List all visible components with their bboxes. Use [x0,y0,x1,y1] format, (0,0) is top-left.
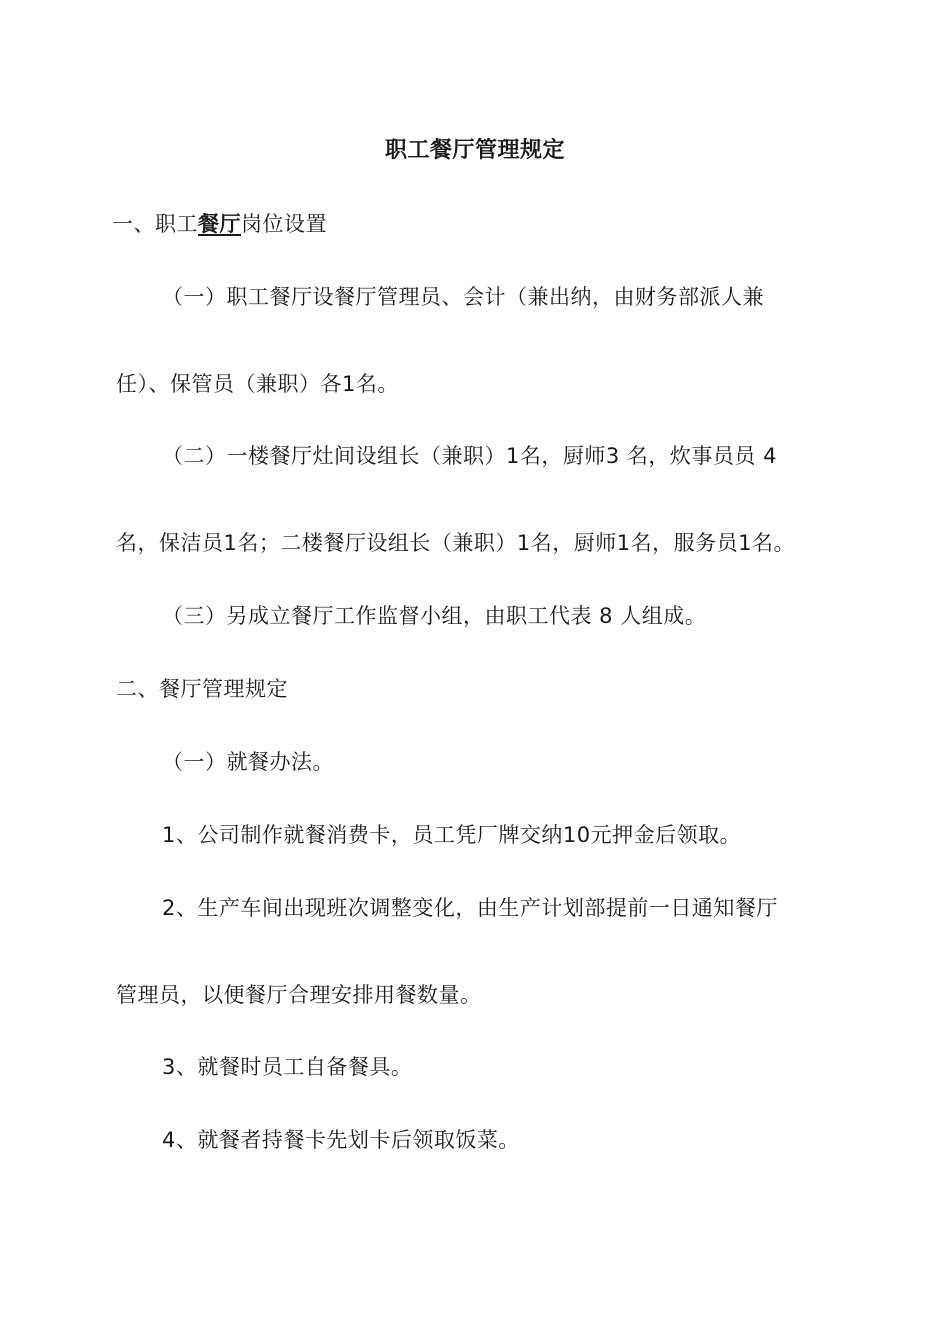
section2-rule2-line2: 管理员，以便餐厅合理安排用餐数量。 [116,983,482,1007]
section2-heading: 二、餐厅管理规定 [116,677,288,701]
section1-item2-line1: （二）一楼餐厅灶间设组长（兼职）1名，厨师3 名，炊事员员 4 [162,444,777,468]
section2-subheading1: （一）就餐办法。 [162,750,334,774]
section1-item2-line2: 名，保洁员1名；二楼餐厅设组长（兼职）1名，厨师1名，服务员1名。 [116,531,795,555]
section1-heading-pre: 一、职工 [112,212,198,236]
section2-rule3: 3、就餐时员工自备餐具。 [162,1055,413,1079]
section2-rule2-line1: 2、生产车间出现班次调整变化，由生产计划部提前一日通知餐厅 [162,896,778,920]
section1-heading-post: 岗位设置 [241,212,327,236]
section1-item1-line2: 任）、保管员（兼职）各1名。 [116,372,399,396]
section2-rule4: 4、就餐者持餐卡先划卡后领取饭菜。 [162,1128,520,1152]
section2-rule1: 1、公司制作就餐消费卡，员工凭厂牌交纳10元押金后领取。 [162,823,742,847]
section1-item1-line1: （一）职工餐厅设餐厅管理员、会计（兼出纳，由财务部派人兼 [162,285,764,309]
document-title: 职工餐厅管理规定 [384,138,565,163]
section1-item3: （三）另成立餐厅工作监督小组，由职工代表 8 人组成。 [162,604,707,628]
section1-heading-emphasis: 餐厅 [198,212,241,236]
section1-heading [112,209,327,239]
